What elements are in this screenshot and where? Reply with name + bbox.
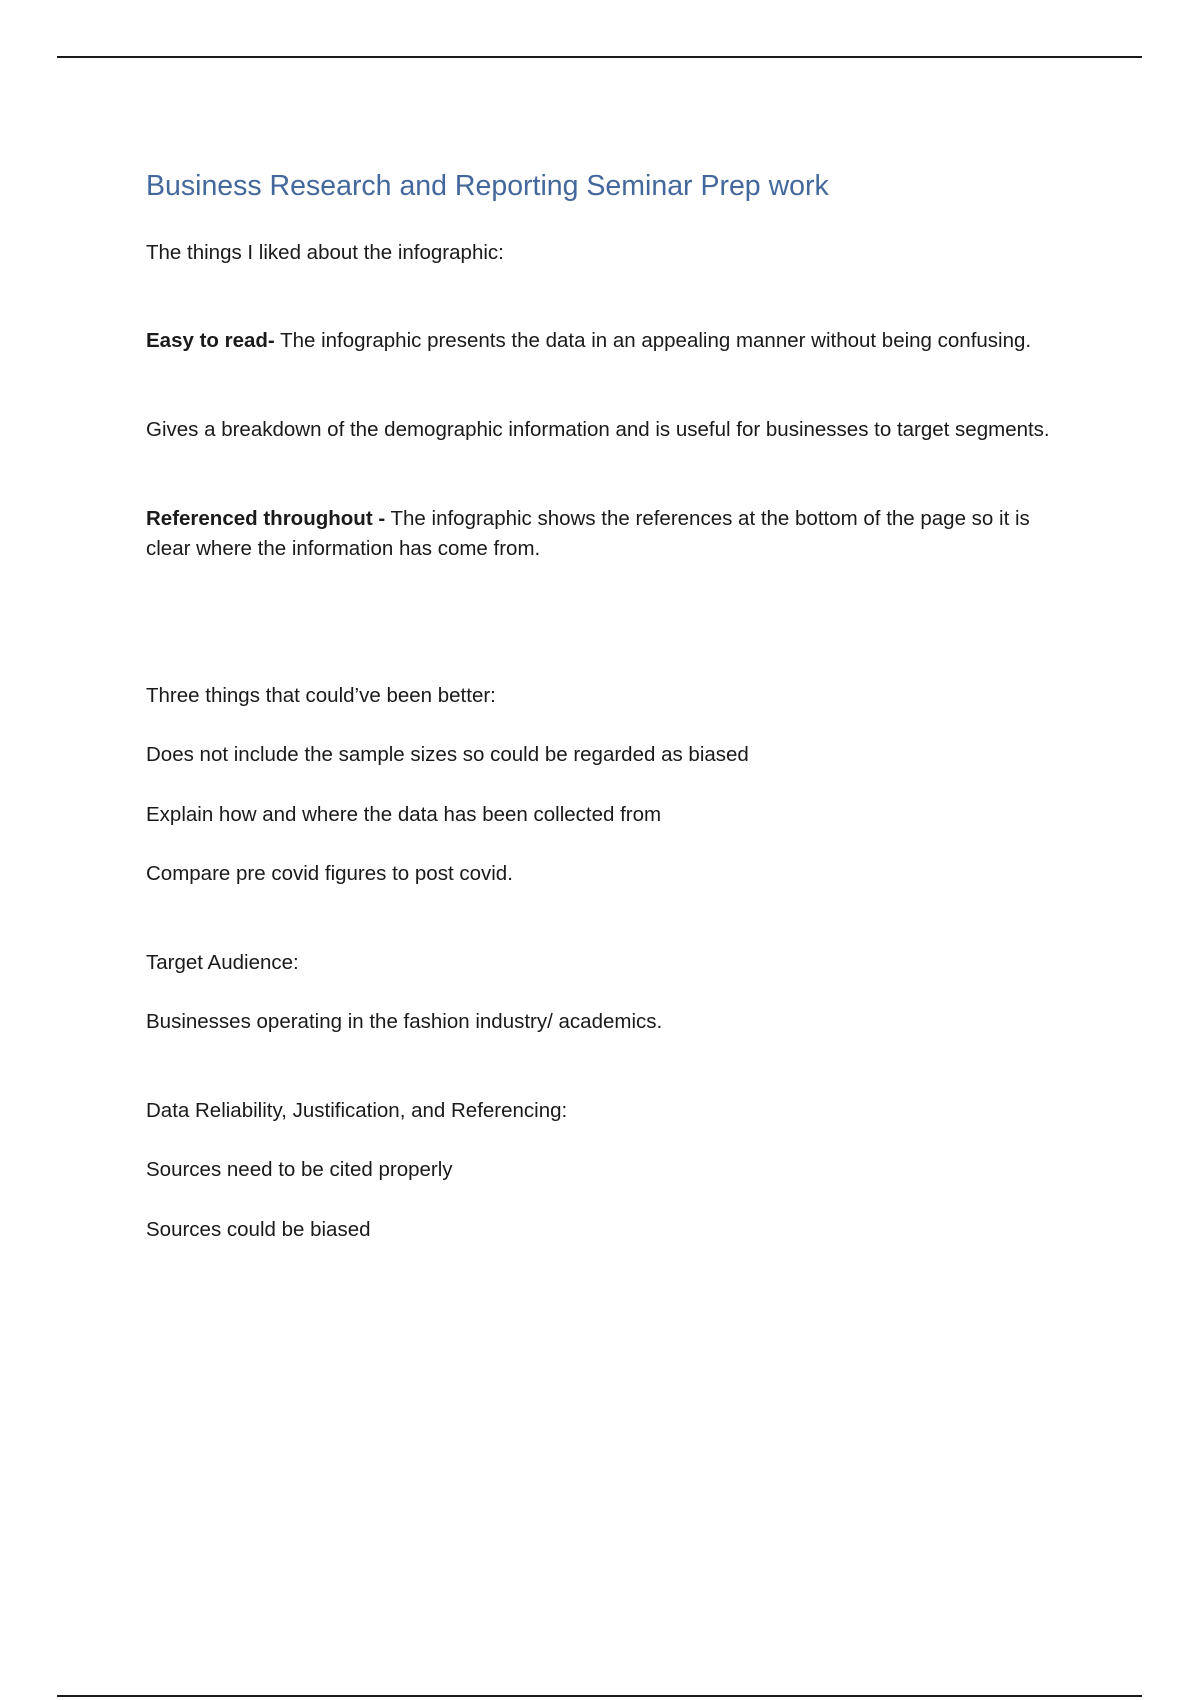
liked-heading: The things I liked about the infographic:	[146, 241, 504, 264]
better-point-covid-comparison: Compare pre covid figures to post covid.	[146, 862, 513, 885]
audience-text: Businesses operating in the fashion industry/ academics.	[146, 1010, 663, 1033]
document-title: Business Research and Reporting Seminar Prep work	[146, 170, 829, 202]
liked-point-easy-to-read-text: The infographic presents the data in an appealing manner without being confusing.	[274, 329, 1032, 352]
reliability-point-bias: Sources could be biased	[146, 1218, 371, 1241]
liked-point-easy-to-read-label: Easy to read-	[146, 329, 275, 352]
liked-point-easy-to-read	[146, 326, 1076, 356]
reliability-point-citation: Sources need to be cited properly	[146, 1158, 453, 1181]
header-rule	[57, 56, 1142, 58]
footer-rule	[57, 1695, 1142, 1697]
better-heading: Three things that could’ve been better:	[146, 684, 496, 707]
better-point-sample-sizes: Does not include the sample sizes so could be regarded as biased	[146, 743, 749, 766]
liked-point-demographics: Gives a breakdown of the demographic information and is useful for businesses to target segments.	[146, 418, 1050, 441]
liked-point-referenced-text: The infographic shows the references at the bottom of the page so it is clear where the information has come from.	[146, 507, 1030, 560]
reliability-heading: Data Reliability, Justification, and Referencing:	[146, 1099, 568, 1122]
liked-point-referenced-label: Referenced throughout -	[146, 507, 386, 530]
liked-point-referenced	[146, 504, 1076, 564]
better-point-data-collection: Explain how and where the data has been collected from	[146, 803, 662, 826]
audience-heading: Target Audience:	[146, 951, 299, 974]
